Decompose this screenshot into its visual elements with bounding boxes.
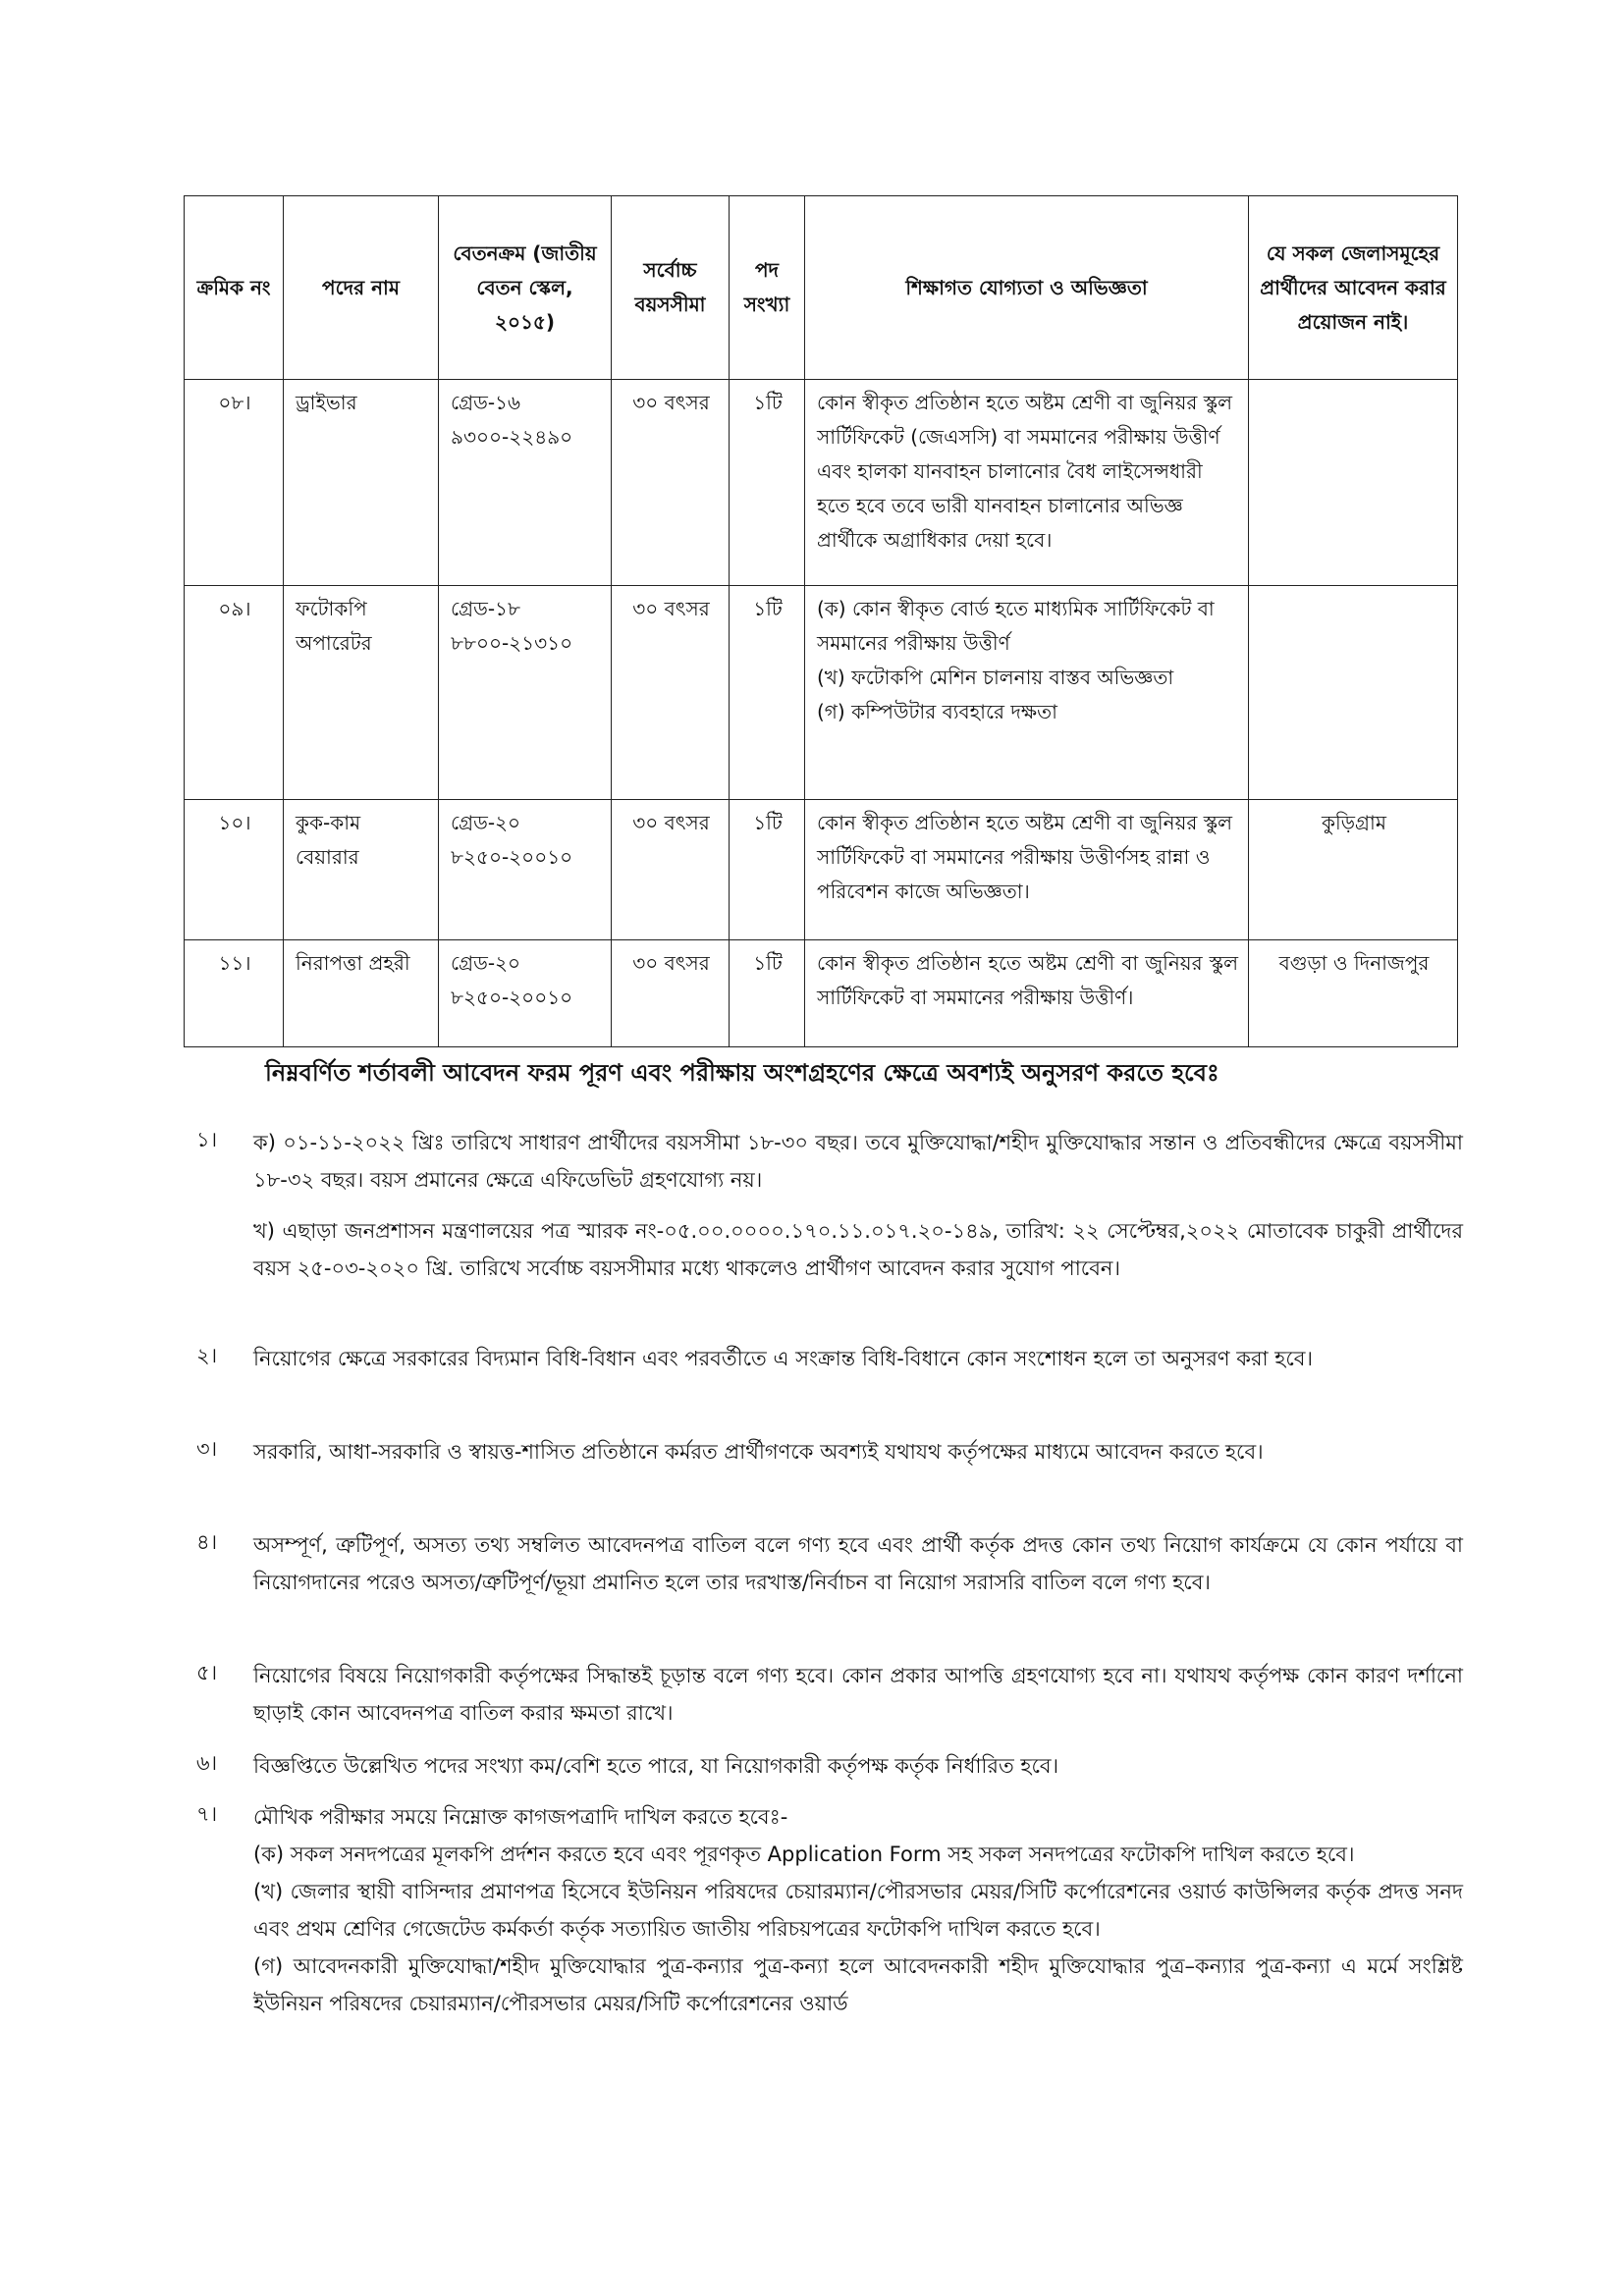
condition-1a: ক) ০১-১১-২০২২ খ্রিঃ তারিখে সাধারণ প্রার্থীদের বয়সসীমা ১৮-৩০ বছর। তবে মুক্তিযোদ্ধা/শহীদ মুক্তিযোদ্ধার সন্তান ও প্রতিবন্ধীদের ক্ষেত্রে বয়সসীমা ১৮-৩২ বছর। বয়স প্রমানের ক্ষেত্রে এফিডেভিট গ্রহণযোগ্য নয়। bbox=[253, 1131, 1463, 1192]
cell-pay-scale bbox=[439, 380, 612, 586]
condition-text: বিজ্ঞপ্তিতে উল্লেখিত পদের সংখ্যা কম/বেশি হতে পারে, যা নিয়োগকারী কর্তৃপক্ষ কর্তৃক নির্ধারিত হবে। bbox=[253, 1754, 1059, 1778]
qualification-b: (খ) ফটোকপি মেশিন চালনায় বাস্তব অভিজ্ঞতা bbox=[817, 666, 1174, 689]
cell-count: ১টি bbox=[730, 940, 805, 1047]
grade: গ্রেড-২০ bbox=[451, 951, 521, 975]
cell-excluded: কুড়িগ্রাম bbox=[1249, 800, 1458, 940]
cell-excluded bbox=[1249, 380, 1458, 586]
condition-number: ৫। bbox=[196, 1661, 218, 1684]
cell-count: ১টি bbox=[730, 586, 805, 800]
table-row bbox=[185, 940, 1458, 1047]
cell-post: কুক-কাম বেয়ারার bbox=[284, 800, 439, 940]
scale: ৮২৫০-২০০১০ bbox=[451, 986, 573, 1009]
table-header-row bbox=[185, 196, 1458, 380]
table-row bbox=[185, 586, 1458, 800]
header-qualification: শিক্ষাগত যোগ্যতা ও অভিজ্ঞতা bbox=[805, 196, 1249, 380]
condition-7b: (খ) জেলার স্থায়ী বাসিন্দার প্রমাণপত্র হিসেবে ইউনিয়ন পরিষদের চেয়ারম্যান/পৌরসভার মেয়র/সিটি কর্পোরেশনের ওয়ার্ড কাউন্সিলর কর্তৃক প্রদত্ত সনদ এবং প্রথম শ্রেণির গেজেটেড কর্মকর্তা কর্তৃক সত্যায়িত জাতীয় পরিচয়পত্রের ফটোকপি দাখিল করতে হবে। bbox=[253, 1880, 1463, 1941]
cell-age: ৩০ বৎসর bbox=[612, 586, 730, 800]
condition-7a: (ক) সকল সনদপত্রের মূলকপি প্রর্দশন করতে হবে এবং পূরণকৃত Application Form সহ সকল সনদপত্রের ফটোকপি দাখিল করতে হবে। bbox=[253, 1842, 1355, 1866]
condition-text: সরকারি, আধা-সরকারি ও স্বায়ত্ত-শাসিত প্রতিষ্ঠানে কর্মরত প্রার্থীগণকে অবশ্যই যথাযথ কর্তৃপক্ষের মাধ্যমে আবেদন করতে হবে। bbox=[253, 1440, 1264, 1464]
condition-text bbox=[253, 1798, 1463, 2022]
cell-age: ৩০ বৎসর bbox=[612, 940, 730, 1047]
condition-text: নিয়োগের বিষয়ে নিয়োগকারী কর্তৃপক্ষের সিদ্ধান্তই চূড়ান্ত বলে গণ্য হবে। কোন প্রকার আপত্তি গ্রহণযোগ্য হবে না। যথাযথ কর্তৃপক্ষ কোন কারণ দর্শানো ছাড়াই কোন আবেদনপত্র বাতিল করার ক্ষমতা রাখে। bbox=[253, 1664, 1463, 1725]
cell-qualification: কোন স্বীকৃত প্রতিষ্ঠান হতে অষ্টম শ্রেণী বা জুনিয়র স্কুল সার্টিফিকেট (জেএসসি) বা সমমানের পরীক্ষায় উত্তীর্ণ এবং হালকা যানবাহন চালানোর বৈধ লাইসেন্সধারী হতে হবে তবে ভারী যানবাহন চালানোর অভিজ্ঞ প্রার্থীকে অগ্রাধিকার দেয়া হবে। bbox=[805, 380, 1249, 586]
condition-number: ১। bbox=[196, 1128, 218, 1151]
condition-text: অসম্পূর্ণ, ত্রুটিপূর্ণ, অসত্য তথ্য সম্বলিত আবেদনপত্র বাতিল বলে গণ্য হবে এবং প্রার্থী কর্তৃক প্রদত্ত কোন তথ্য নিয়োগ কার্যক্রমে যে কোন পর্যায়ে বা নিয়োগদানের পরেও অসত্য/ত্রুটিপূর্ণ/ভূয়া প্রমানিত হলে তার দরখাস্ত/নির্বাচন বা নিয়োগ সরাসরি বাতিল বলে গণ্য হবে। bbox=[253, 1533, 1463, 1594]
header-excluded-districts: যে সকল জেলাসমূহের প্রার্থীদের আবেদন করার প্রয়োজন নাই। bbox=[1249, 196, 1458, 380]
condition-number: ২। bbox=[196, 1344, 218, 1367]
cell-serial: ১০। bbox=[185, 800, 284, 940]
header-post: পদের নাম bbox=[284, 196, 439, 380]
header-age-limit: সর্বোচ্চ বয়সসীমা bbox=[612, 196, 730, 380]
cell-pay-scale bbox=[439, 586, 612, 800]
cell-excluded: বগুড়া ও দিনাজপুর bbox=[1249, 940, 1458, 1047]
cell-pay-scale bbox=[439, 940, 612, 1047]
job-table bbox=[184, 195, 1458, 1047]
grade: গ্রেড-১৮ bbox=[451, 597, 520, 620]
cell-count: ১টি bbox=[730, 800, 805, 940]
cell-qualification bbox=[805, 586, 1249, 800]
conditions-heading: নিম্নবর্ণিত শর্তাবলী আবেদন ফরম পূরণ এবং পরীক্ষায় অংশগ্রহণের ক্ষেত্রে অবশ্যই অনুসরণ করতে হবেঃ bbox=[265, 1059, 1219, 1087]
cell-serial: ১১। bbox=[185, 940, 284, 1047]
scale: ৮৮০০-২১৩১০ bbox=[451, 631, 573, 655]
condition-text bbox=[253, 1124, 1463, 1287]
grade: গ্রেড-২০ bbox=[451, 811, 521, 834]
condition-7-intro: মৌখিক পরীক্ষার সময়ে নিম্নোক্ত কাগজপত্রাদি দাখিল করতে হবেঃ- bbox=[253, 1805, 788, 1829]
cell-post: ফটোকপি অপারেটর bbox=[284, 586, 439, 800]
scale: ৮২৫০-২০০১০ bbox=[451, 845, 573, 869]
cell-count: ১টি bbox=[730, 380, 805, 586]
condition-number: ৩। bbox=[196, 1437, 218, 1461]
cell-pay-scale bbox=[439, 800, 612, 940]
condition-7c: (গ) আবেদনকারী মুক্তিযোদ্ধা/শহীদ মুক্তিযোদ্ধার পুত্র-কন্যার পুত্র-কন্যা হলে আবেদনকারী শহীদ মুক্তিযোদ্ধার পুত্র–কন্যার পুত্র-কন্যা এ মর্মে সংশ্লিষ্ট ইউনিয়ন পরিষদের চেয়ারম্যান/পৌরসভার মেয়র/সিটি কর্পোরেশনের ওয়ার্ড bbox=[253, 1954, 1463, 2015]
qualification-a: (ক) কোন স্বীকৃত বোর্ড হতে মাধ্যমিক সার্টিফিকেট বা সমমানের পরীক্ষায় উত্তীর্ণ bbox=[817, 597, 1215, 655]
header-post-count: পদ সংখ্যা bbox=[730, 196, 805, 380]
cell-age: ৩০ বৎসর bbox=[612, 380, 730, 586]
scale: ৯৩০০-২২৪৯০ bbox=[451, 425, 573, 449]
qualification-c: (গ) কম্পিউটার ব্যবহারে দক্ষতা bbox=[817, 700, 1057, 723]
cell-excluded bbox=[1249, 586, 1458, 800]
condition-text: নিয়োগের ক্ষেত্রে সরকারের বিদ্যমান বিধি-বিধান এবং পরবর্তীতে এ সংক্রান্ত বিধি-বিধানে কোন সংশোধন হলে তা অনুসরণ করা হবে। bbox=[253, 1347, 1313, 1370]
cell-qualification: কোন স্বীকৃত প্রতিষ্ঠান হতে অষ্টম শ্রেণী বা জুনিয়র স্কুল সার্টিফিকেট বা সমমানের পরীক্ষায় উত্তীর্ণসহ রান্না ও পরিবেশন কাজে অভিজ্ঞতা। bbox=[805, 800, 1249, 940]
table-row bbox=[185, 380, 1458, 586]
cell-post: ড্রাইভার bbox=[284, 380, 439, 586]
header-pay-scale: বেতনক্রম (জাতীয় বেতন স্কেল, ২০১৫) bbox=[439, 196, 612, 380]
condition-1b: খ) এছাড়া জনপ্রশাসন মন্ত্রণালয়ের পত্র স্মারক নং-০৫.০০.০০০০.১৭০.১১.০১৭.২০-১৪৯, তারিখ: ২২ সেপ্টেম্বর,২০২২ মোতাবেক চাকুরী প্রার্থীদের বয়স ২৫-০৩-২০২০ খ্রি. তারিখে সর্বোচ্চ বয়সসীমার মধ্যে থাকলেও প্রার্থীগণ আবেদন করার সুযোগ পাবেন। bbox=[253, 1219, 1463, 1280]
grade: গ্রেড-১৬ bbox=[451, 391, 521, 414]
cell-age: ৩০ বৎসর bbox=[612, 800, 730, 940]
cell-post: নিরাপত্তা প্রহরী bbox=[284, 940, 439, 1047]
header-serial: ক্রমিক নং bbox=[185, 196, 284, 380]
cell-serial: ০৮। bbox=[185, 380, 284, 586]
condition-number: ৪। bbox=[196, 1530, 218, 1554]
cell-qualification: কোন স্বীকৃত প্রতিষ্ঠান হতে অষ্টম শ্রেণী বা জুনিয়র স্কুল সার্টিফিকেট বা সমমানের পরীক্ষায় উত্তীর্ণ। bbox=[805, 940, 1249, 1047]
condition-number: ৭। bbox=[196, 1802, 218, 1826]
condition-number: ৬। bbox=[196, 1751, 218, 1775]
table-row bbox=[185, 800, 1458, 940]
cell-serial: ০৯। bbox=[185, 586, 284, 800]
